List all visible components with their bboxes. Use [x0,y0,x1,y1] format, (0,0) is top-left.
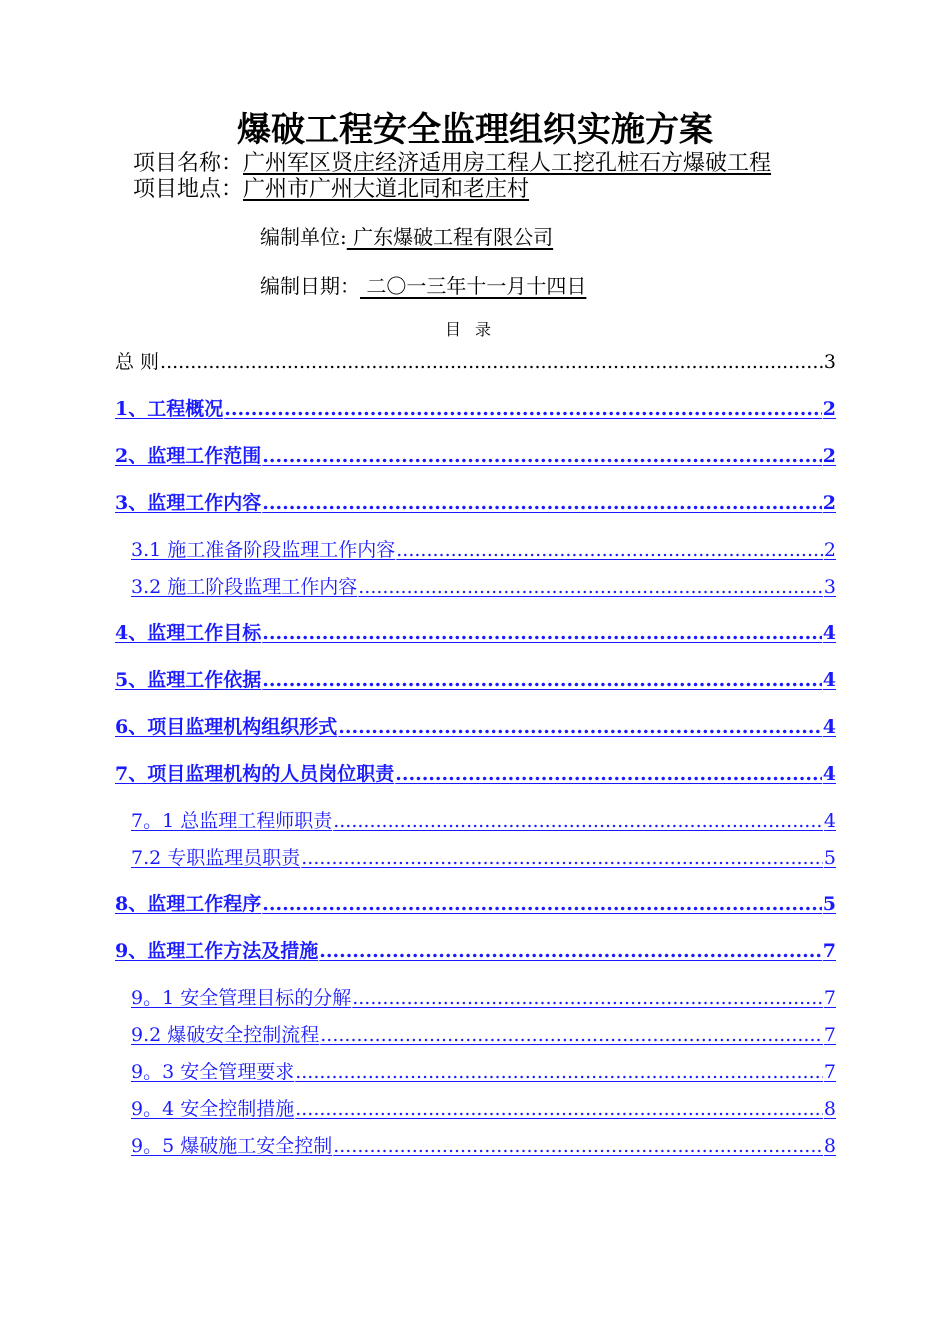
toc-link-9-4[interactable] [115,1094,836,1121]
toc-leader-dots [320,1024,823,1046]
toc-entry-label: 7、项目监理机构的人员岗位职责 [115,763,395,785]
toc-leader-dots [319,940,822,962]
toc-entry-page: 7 [823,987,836,1009]
toc-entry-page: 2 [823,539,836,561]
date-value: 二〇一三年十一月十四日 [360,274,587,298]
toc-entry-page: 5 [823,847,836,869]
toc-leader-dots [160,351,823,373]
toc-entry-label: 9。4 安全控制措施 [131,1098,295,1120]
toc-entry-page: 4 [822,763,836,785]
toc-link-9[interactable] [115,936,836,963]
toc-entry-label: 5、监理工作依据 [115,669,262,691]
project-site-label: 项目地点： [133,177,244,202]
toc-entry-page: 2 [822,492,836,514]
toc-entry-label: 8、监理工作程序 [115,893,262,915]
toc-link-9-2[interactable] [115,1020,836,1047]
compiler-value: 广东爆破工程有限公司 [346,225,554,249]
compiler-line [260,224,553,250]
toc-entry-page: 2 [822,445,836,467]
toc-link-7[interactable] [115,759,836,786]
toc-link-3-1[interactable] [115,535,836,562]
toc-link-7-1[interactable] [115,806,836,833]
toc-leader-dots [338,716,822,738]
toc-heading: 目录 [444,320,505,339]
project-site-line [133,176,529,204]
date-line [260,273,586,299]
toc-entry-label: 7.2 专职监理员职责 [131,847,301,869]
toc-leader-dots [333,810,823,832]
toc-link-9-5[interactable] [115,1131,836,1158]
toc-link-5[interactable] [115,665,836,692]
toc-entry-label: 1、工程概况 [115,398,224,420]
toc-leader-dots [262,492,822,514]
toc-link-7-2[interactable] [115,843,836,870]
project-name-line [133,150,771,178]
toc-entry-page: 5 [822,893,836,915]
toc-link-6[interactable] [115,712,836,739]
toc-entry-label: 2、监理工作范围 [115,445,262,467]
compiler-label: 编制单位: [260,225,347,249]
toc-leader-dots [262,445,822,467]
toc-entry-label: 9.2 爆破安全控制流程 [131,1024,320,1046]
toc-leader-dots [262,893,822,915]
toc-entry-page: 7 [822,940,836,962]
toc-link-3-2[interactable] [115,572,836,599]
toc-link-4[interactable] [115,618,836,645]
toc-entry-page: 7 [823,1061,836,1083]
toc-link-9-3[interactable] [115,1057,836,1084]
toc-entry-page: 2 [822,398,836,420]
toc-link-3[interactable] [115,488,836,515]
toc-entry-page: 4 [822,622,836,644]
toc-leader-dots [301,847,823,869]
toc-leader-dots [395,763,822,785]
toc-leader-dots [352,987,823,1009]
toc-link-2[interactable] [115,441,836,468]
toc-leader-dots [295,1098,823,1120]
toc-entry-page: 4 [822,669,836,691]
toc-entry-label: 7。1 总监理工程师职责 [131,810,333,832]
toc-entry-label: 9。1 安全管理目标的分解 [131,987,352,1009]
toc-leader-dots [358,576,823,598]
toc-entry-general [115,347,836,374]
toc-entry-label: 3、监理工作内容 [115,492,262,514]
toc-entry-page: 3 [823,351,836,373]
toc-leader-dots [224,398,822,420]
toc-leader-dots [262,622,822,644]
toc-link-9-1[interactable] [115,983,836,1010]
toc-entry-page: 4 [823,810,836,832]
toc-entry-label: 9。5 爆破施工安全控制 [131,1135,333,1157]
toc-entry-page: 7 [823,1024,836,1046]
toc-entry-label: 总 则 [115,351,160,373]
project-site-value: 广州市广州大道北同和老庄村 [243,177,530,202]
document-title: 爆破工程安全监理组织实施方案 [237,110,713,150]
toc-entry-label: 9。3 安全管理要求 [131,1061,295,1083]
toc-entry-page: 8 [823,1098,836,1120]
toc-link-1[interactable] [115,394,836,421]
toc-leader-dots [333,1135,823,1157]
toc-leader-dots [295,1061,823,1083]
toc-leader-dots [396,539,823,561]
project-name-label: 项目名称： [133,151,244,176]
toc-leader-dots [262,669,822,691]
toc-entry-label: 9、监理工作方法及措施 [115,940,319,962]
toc-entry-label: 6、项目监理机构组织形式 [115,716,338,738]
toc-entry-page: 8 [823,1135,836,1157]
toc-entry-label: 3.1 施工准备阶段监理工作内容 [131,539,396,561]
date-label: 编制日期： [260,274,360,298]
toc-entry-label: 4、监理工作目标 [115,622,262,644]
toc-link-8[interactable] [115,889,836,916]
toc-entry-label: 3.2 施工阶段监理工作内容 [131,576,358,598]
toc-entry-page: 3 [823,576,836,598]
project-name-value: 广州军区贤庄经济适用房工程人工挖孔桩石方爆破工程 [243,151,772,176]
toc-entry-page: 4 [822,716,836,738]
